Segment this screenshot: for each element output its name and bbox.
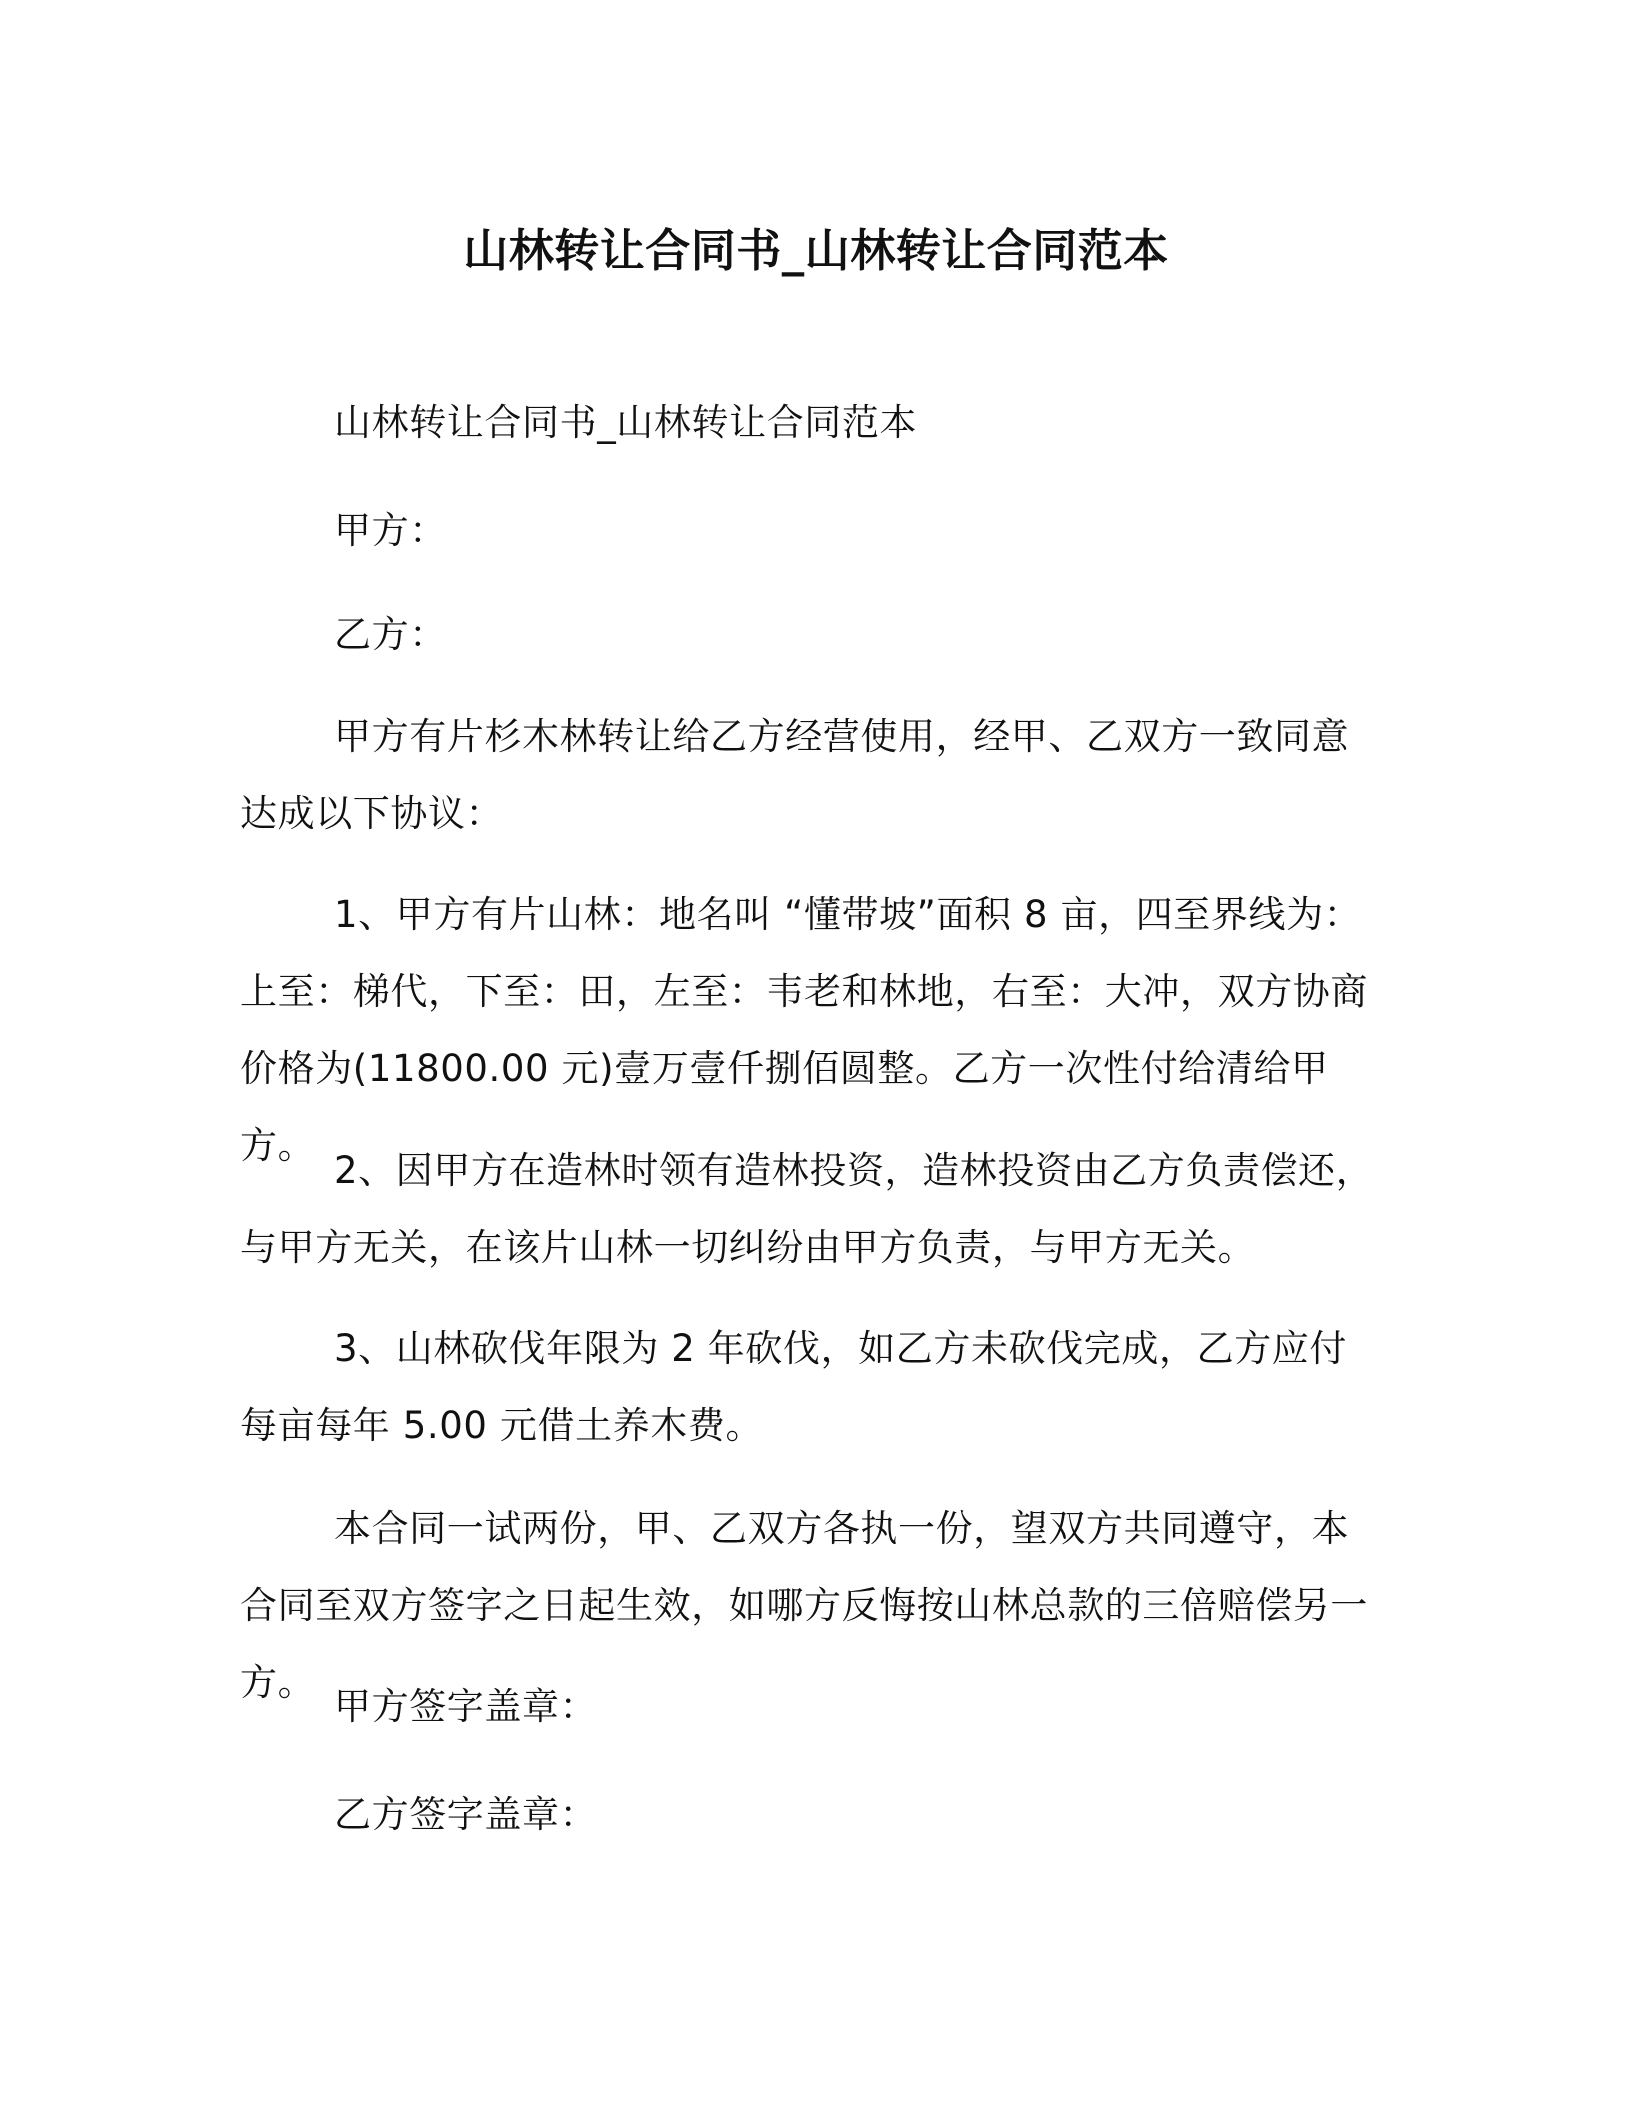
party-a-signature-label: 甲方签字盖章： [334,1685,598,1728]
party-b-label: 乙方： [334,613,447,656]
document-subtitle: 山林转让合同书_山林转让合同范本 [334,401,918,444]
closing-paragraph: 本合同一试两份，甲、乙双方各执一份，望双方共同遵守，本合同至双方签字之日起生效，如哪方反悔按山林总款的三倍赔偿另一方。 [240,1507,1368,1704]
party-a-label: 甲方： [334,509,447,552]
intro-paragraph: 甲方有片杉木林转让给乙方经营使用，经甲、乙双方一致同意达成以下协议： [240,715,1350,835]
clause-1-paragraph: 1、甲方有片山林：地名叫 “懂带坡”面积 8 亩，四至界线为：上至：梯代，下至：田，左至：韦老和林地，右至：大冲，双方协商价格为(11800.00 元)壹万壹仟捌佰圆整。乙方一次性付给清给甲方。 [240,893,1368,1167]
party-b-signature-label: 乙方签字盖章： [334,1793,598,1836]
document-title: 山林转让合同书_山林转让合同范本 [463,224,1169,277]
clause-3-paragraph: 3、山林砍伐年限为 2 年砍伐，如乙方未砍伐完成，乙方应付每亩每年 5.00 元借土养木费。 [240,1327,1348,1447]
clause-2-paragraph: 2、因甲方在造林时领有造林投资，造林投资由乙方负责偿还，与甲方无关，在该片山林一切纠纷由甲方负责，与甲方无关。 [240,1149,1374,1269]
